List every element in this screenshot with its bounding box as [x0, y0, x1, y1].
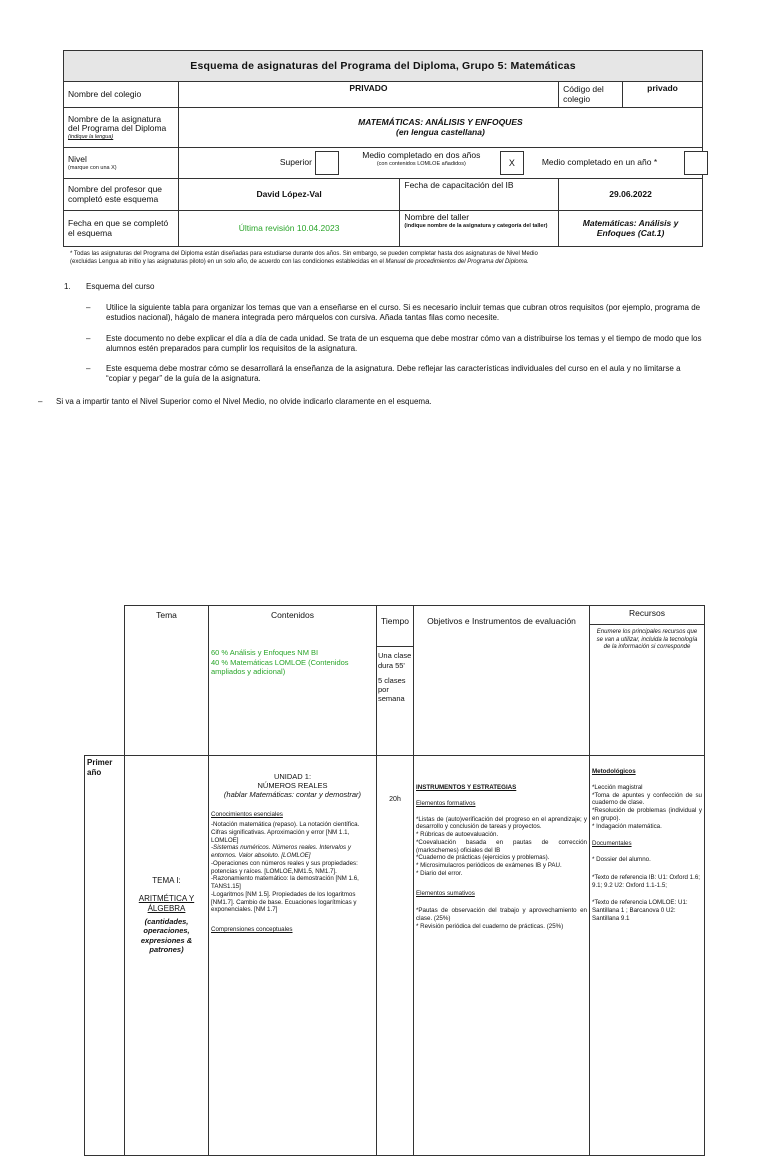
recursos-cell [590, 756, 705, 1156]
corner-cell [85, 606, 125, 756]
colegio-label: Nombre del colegio [64, 82, 179, 108]
pct-lomloe: 40 % Matemáticas LOMLOE (Contenidos ampliados y adicional) [211, 657, 349, 676]
nivel-superior-checkbox[interactable] [315, 151, 339, 175]
nivel-medio-dos-sub: (con contenidos LOMLOE añadidos) [376, 160, 466, 167]
footnote-manual: Manual de procedimientos del Programa del Diploma. [385, 258, 529, 265]
rec-metodologicos-title: Metodológicos [592, 768, 636, 775]
unit-name: NÚMEROS REALES [257, 781, 328, 791]
footnote-text: (excluidas Lengua ab initio y las asignaturas piloto) en un solo año, de acuerdo con las condiciones establecidas en el [70, 258, 384, 265]
asignatura-label-cell [64, 108, 179, 148]
tema-sub: (cantidades, operaciones, expresiones & patrones) [140, 917, 193, 954]
nivel-medio-dos-checkbox[interactable]: X [500, 151, 524, 175]
bullet-dash: – [38, 397, 43, 406]
col-tema: Tema [125, 606, 209, 756]
codigo-value: privado [623, 82, 703, 108]
unit-sub: (hablar Matemáticas: contar y demostrar) [223, 790, 362, 800]
tiempo-semana: 5 clases por semana [378, 675, 406, 703]
footnote [70, 251, 710, 266]
obj-formativo-item: * Microsimulacros periódicos de exámenes IB y PAU. [416, 862, 562, 869]
rec-metodologico-item: *Toma de apuntes y confección de su cuaderno de clase. [592, 791, 702, 807]
obj-formativo-item: * Diario del error. [416, 869, 463, 877]
obj-title: INSTRUMENTOS Y ESTRATEGIAS [416, 784, 517, 791]
col-tiempo: Tiempo [377, 606, 413, 647]
rec-metodologico-item: * Indagación matemática. [592, 822, 662, 830]
obj-formativo-item: *Listas de (auto)verificación del progreso en el aprendizaje; y desarrollo y conclusión de tareas y proyectos. [416, 815, 587, 831]
taller-hint: (indique nombre de la asignatura y categoría del taller) [404, 222, 548, 229]
rec-documental-item: *Texto de referencia LOMLOE: U1: Santillana 1 ; Barcanova 0 U2: Santillana 9.1 [592, 899, 688, 922]
nivel-medio-uno-label: Medio completado en un año * [541, 157, 658, 167]
nivel-superior-label: Superior [279, 157, 312, 167]
objetivos-cell [414, 756, 590, 1156]
tiempo-clase: Una clase dura 55' [378, 651, 412, 670]
nivel-label-cell [64, 148, 179, 179]
nivel-label: Nivel [68, 153, 87, 164]
bullet-dash: – [86, 334, 91, 343]
col-contenidos: Contenidos [270, 610, 314, 620]
pct-analisis: 60 % Análisis y Enfoques NM BI [211, 648, 319, 658]
obj-formativo-item: *Cuaderno de prácticas (ejercicios y problemas). [416, 854, 550, 862]
contenidos-cell [209, 756, 377, 1156]
taller-label: Nombre del taller [404, 212, 470, 222]
obj-formativo-item: * Rúbricas de autoevaluación. [416, 831, 499, 838]
profesor-label: Nombre del profesor que completó este esquema [64, 179, 179, 211]
colegio-value: PRIVADO [178, 82, 558, 108]
conocimientos-title: Conocimientos esenciales [211, 811, 283, 819]
conocimiento-item: -Razonamiento matemático: la demostración [NM 1.6, TANS1.15] [211, 875, 359, 891]
asignatura-value: MATEMÁTICAS: ANÁLISIS Y ENFOQUES [358, 116, 523, 127]
asignatura-lang: (en lengua castellana) [396, 126, 485, 137]
rec-documental-item: *Texto de referencia IB: U1: Oxford 1.6; 9.1; 9.2 U2: Oxford 1.1-1.5; [592, 873, 700, 889]
hours-cell: 20h [377, 756, 414, 1156]
col-recursos: Recursos [590, 606, 704, 625]
nivel-medio-uno-checkbox[interactable] [684, 151, 708, 175]
taller-label-cell [400, 211, 559, 247]
nivel-medio-dos-label: Medio completado en dos años [362, 150, 481, 160]
rec-metodologico-item: *Resolución de problemas (individual y en grupo). [592, 807, 702, 822]
rec-documental-item: * Dossier del alumno. [592, 856, 651, 863]
conocimiento-item: -Sistemas numéricos. Números reales. Intervalos y entornos. Valor absoluto. [LOMLOE] [211, 844, 351, 860]
fecha-cap-value: 29.06.2022 [559, 179, 703, 211]
taller-value: Matemáticas: Análisis y Enfoques (Cat.1) [559, 211, 703, 247]
section-number: 1. [64, 282, 71, 291]
col-contenidos-cell [209, 606, 377, 756]
asignatura-hint: (indique la lengua) [68, 134, 114, 141]
bullet-1: Utilice la siguiente tabla para organizar los temas que van a enseñarse en el curso. Si es necesario incluir temas que cubran otros requisitos (por ejemplo, programa de estudios nacional), hágalo de manera integrada pero márquelos con cursiva. Añada tantas filas como necesite. [106, 303, 701, 323]
col-objetivos: Objetivos e Instrumentos de evaluación [414, 606, 590, 756]
fecha-value: Última revisión 10.04.2023 [178, 211, 400, 247]
recursos-hint: Enumere los principales recursos que se van a utilizar, incluida la tecnología de la información si corresponde [596, 629, 698, 650]
year-cell: Primer año [85, 756, 125, 1156]
tema-title: TEMA I: [152, 876, 181, 885]
footnote-line-2 [70, 259, 710, 267]
course-table [84, 605, 705, 1156]
bullet-extra: Si va a impartir tanto el Nivel Superior como el Nivel Medio, no olvide indicarlo claramente en el esquema. [56, 397, 432, 406]
col-recursos-cell [590, 606, 705, 756]
nivel-medio-dos-group [339, 151, 504, 167]
bullet-dash: – [86, 364, 91, 373]
tema-name: ARITMÉTICA Y ÁLGEBRA [138, 893, 195, 913]
comprensiones-title: Comprensiones conceptuales [211, 926, 293, 934]
footnote-line-1: * Todas las asignaturas del Programa del Diploma están diseñadas para estudiarse durante dos años. Sin embargo, se pueden completar hasta dos asignaturas de Nivel Medio [70, 251, 538, 257]
codigo-label: Código del colegio [559, 82, 623, 108]
conocimiento-item: -Operaciones con números reales y sus propiedades: potencias y raíces. [LOMLOE,NM1.5, NM1.7]. [211, 859, 358, 875]
asignatura-label: Nombre de la asignatura del Programa del Diploma [68, 113, 167, 134]
asignatura-value-cell [178, 108, 702, 148]
tema-cell [125, 756, 209, 1156]
header-table [63, 50, 703, 247]
rec-documentales-title: Documentales [592, 840, 632, 848]
fecha-label: Fecha en que se completó el esquema [64, 211, 179, 247]
conocimiento-item: -Notación matemática (repaso). La notación científica. Cifras significativas. Aproximación y error [NM 1.1, LOMLOE] [211, 821, 360, 844]
nivel-hint: (marque con una X) [68, 164, 117, 171]
obj-sumativo-item: * Revisión periódica del cuaderno de prácticas. (25%) [416, 922, 564, 930]
conocimiento-item: -Logaritmos [NM 1.5]. Propiedades de los logaritmos [NM1.7]. Cambio de base. Ecuaciones logarítmicas y exponenciales. [NM 1.7] [211, 890, 357, 914]
bullet-3: Este esquema debe mostrar cómo se desarrollará la enseñanza de la asignatura. Debe reflejar las características individuales del curso en el aula y no limitarse a “copiar y pegar” de la guía de la asignatura. [106, 364, 681, 384]
header-title: Esquema de asignaturas del Programa del Diploma, Grupo 5: Matemáticas [64, 51, 703, 82]
bullet-dash: – [86, 303, 91, 312]
profesor-value: David López-Val [178, 179, 400, 211]
obj-formativo-item: *Coevaluación basada en pautas de corrección (markschemes) oficiales del IB [416, 838, 587, 854]
fecha-cap-label: Fecha de capacitación del IB [400, 179, 559, 211]
obj-formativos-title: Elementos formativos [416, 799, 476, 807]
bullet-2: Este documento no debe explicar el día a día de cada unidad. Se trata de un esquema que debe mostrar cómo van a distribuirse los temas y el tiempo de modo que los alumnos estén preparados para cumplir los requisitos de la asignatura. [106, 334, 702, 354]
obj-sumativos-title: Elementos sumativos [416, 889, 475, 897]
section-title: Esquema del curso [86, 282, 155, 291]
obj-sumativo-item: *Pautas de observación del trabajo y aprovechamiento en clase. (25%) [416, 907, 587, 922]
col-tiempo-cell [377, 606, 414, 756]
rec-metodologico-item: *Lección magistral [592, 783, 643, 791]
unit-title: UNIDAD 1: [273, 772, 312, 781]
nivel-options [178, 148, 702, 179]
